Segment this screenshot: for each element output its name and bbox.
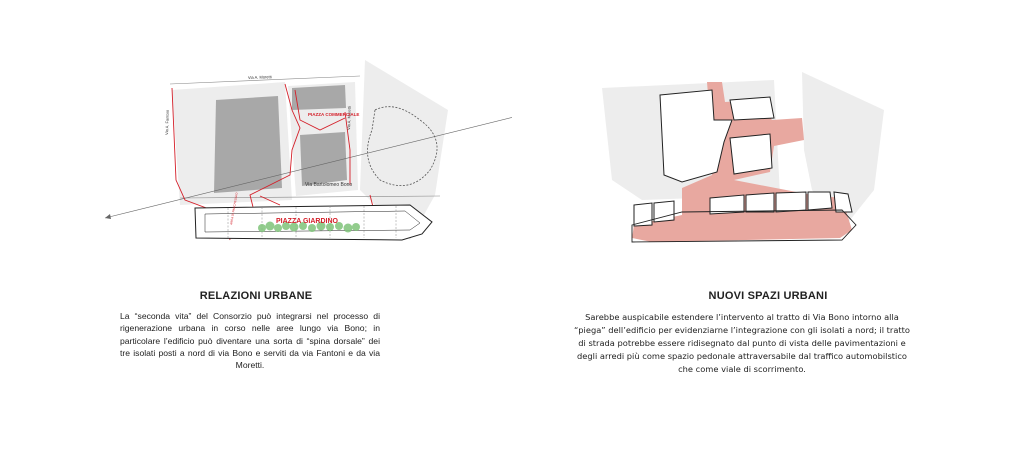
- axis-arrow-start: [105, 214, 111, 219]
- title-nuovi-spazi: NUOVI SPAZI URBANI: [708, 290, 828, 302]
- label-area-parcheggio: AREA DI PARCHEGGIO: [229, 192, 239, 226]
- building-west: [214, 96, 282, 193]
- site-plan-nuovi-spazi: [512, 0, 1024, 290]
- building-center: [300, 132, 347, 186]
- label-piazza-commerciale: PIAZZA COMMERCIALE: [308, 112, 360, 117]
- label-via-moretti-2: Via A. Moretti: [346, 106, 352, 131]
- label-via-bono: Via Bartolomeo Bono: [305, 182, 353, 188]
- text-relazioni-urbane: La “seconda vita” del Consorzio può integrarsi nel processo di rigenerazione urbana in corso nelle aree lungo via Bono; in particolare l’edificio può diventare una sorta di “spina dorsale” dei tre isolati posti a nord di via Bono e serviti da via Fantoni e da via Moretti.: [120, 311, 380, 371]
- label-via-fantoni: Via A. Fantoni: [164, 110, 170, 136]
- text-nuovi-spazi: Sarebbe auspicabile estendere l’intervento al tratto di Via Bono intorno alla “piega” dell’edificio per evidenziarne l’integrazione con gli isolati a nord; il tratto di strada potrebbe essere ridisegnato dal punto di vista delle pavimentazioni e degli arredi più come spazio pedonale attraversabile dal traffico automobilstico che come viale di scorrimento.: [573, 312, 911, 374]
- label-via-moretti: Via A. Moretti: [247, 74, 272, 80]
- label-piazza-giardino: PIAZZA GIARDINO: [276, 218, 338, 225]
- site-plan-relazioni: [0, 0, 512, 290]
- panel-nuovi-spazi: [512, 0, 1024, 463]
- building-north: [292, 85, 346, 110]
- title-relazioni-urbane: RELAZIONI URBANE: [199, 290, 313, 302]
